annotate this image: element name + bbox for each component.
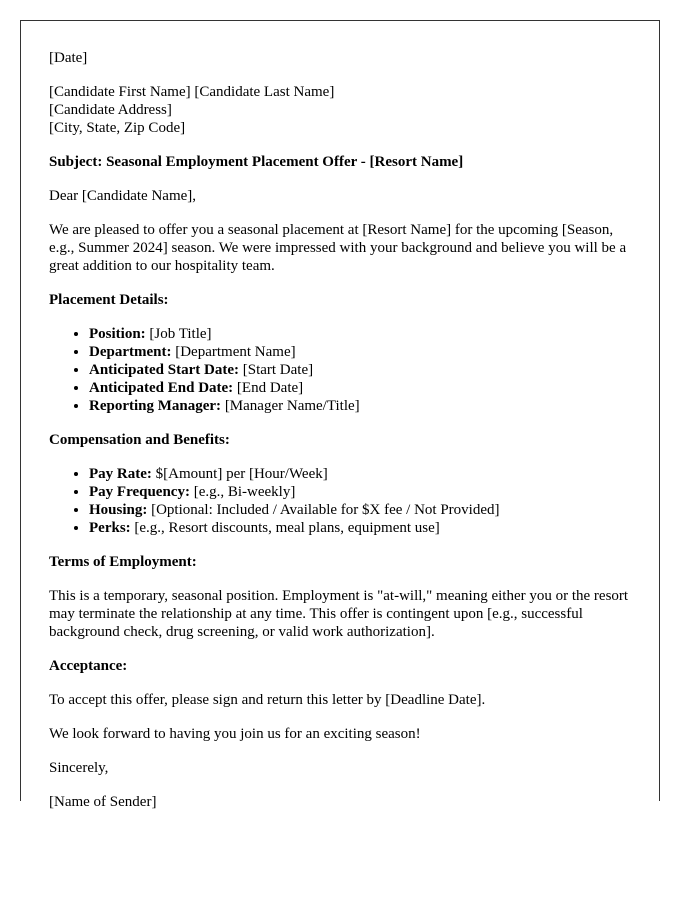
placement-heading: Placement Details: [49, 292, 169, 308]
recipient-city: [City, State, Zip Code] [49, 120, 186, 136]
list-item [89, 379, 631, 397]
acceptance-heading: Acceptance: [49, 658, 128, 674]
list-item [89, 397, 631, 415]
subject-line: Subject: Seasonal Employment Placement Offer - [Resort Name] [49, 154, 464, 170]
item-value: [Optional: Included / Available for $X fee / Not Provided] [147, 502, 500, 518]
item-label: Anticipated End Date: [89, 380, 234, 396]
list-item [89, 325, 631, 343]
recipient-address: [Candidate Address] [49, 102, 172, 118]
placement-list [49, 325, 631, 415]
compensation-heading: Compensation and Benefits: [49, 432, 230, 448]
item-label: Reporting Manager: [89, 398, 222, 414]
recipient-block [49, 83, 631, 137]
list-item [89, 361, 631, 379]
item-value: [e.g., Bi-weekly] [189, 484, 296, 500]
item-value: [e.g., Resort discounts, meal plans, equipment use] [130, 520, 440, 536]
closing-line: We look forward to having you join us for an exciting season! [49, 726, 421, 742]
list-item [89, 465, 631, 483]
item-value: [Manager Name/Title] [221, 398, 360, 414]
item-value: [Job Title] [145, 326, 212, 342]
item-value: [Start Date] [238, 362, 314, 378]
sender-name: [Name of Sender] [49, 794, 157, 810]
terms-heading: Terms of Employment: [49, 554, 197, 570]
compensation-list [49, 465, 631, 537]
intro-paragraph: We are pleased to offer you a seasonal placement at [Resort Name] for the upcoming [Season, e.g., Summer 2024] season. We were impressed with your background and believe you will be a great addition to our hospitality team. [49, 222, 627, 274]
terms-paragraph: This is a temporary, seasonal position. Employment is "at-will," meaning either you or the resort may terminate the relationship at any time. This offer is contingent upon [e.g., successful background check, drug screening, or valid work authorization]. [49, 588, 629, 640]
list-item [89, 501, 631, 519]
signoff: Sincerely, [49, 760, 109, 776]
item-value: $[Amount] per [Hour/Week] [151, 466, 328, 482]
list-item [89, 519, 631, 537]
item-label: Anticipated Start Date: [89, 362, 239, 378]
item-label: Pay Rate: [89, 466, 152, 482]
item-label: Position: [89, 326, 146, 342]
letter-document [20, 20, 660, 810]
date: [Date] [49, 50, 88, 66]
acceptance-paragraph: To accept this offer, please sign and return this letter by [Deadline Date]. [49, 692, 486, 708]
item-label: Department: [89, 344, 172, 360]
item-label: Pay Frequency: [89, 484, 190, 500]
item-label: Housing: [89, 502, 148, 518]
salutation: Dear [Candidate Name], [49, 188, 197, 204]
item-value: [Department Name] [171, 344, 296, 360]
list-item [89, 483, 631, 501]
recipient-name: [Candidate First Name] [Candidate Last Name] [49, 84, 335, 100]
list-item [89, 343, 631, 361]
item-label: Perks: [89, 520, 131, 536]
item-value: [End Date] [233, 380, 304, 396]
